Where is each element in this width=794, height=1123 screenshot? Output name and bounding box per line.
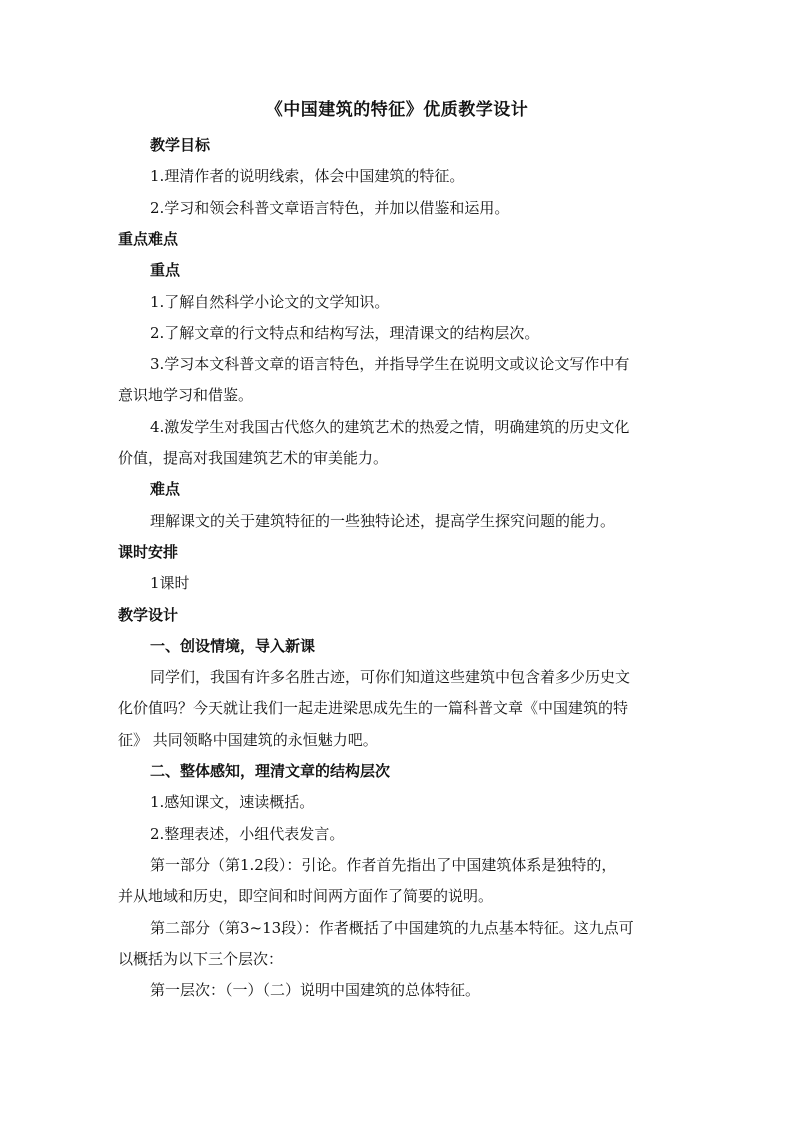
body-text-line: 1.了解自然科学小论文的文学知识。 — [150, 292, 390, 311]
body-text-line: 2.整理表述，小组代表发言。 — [150, 824, 345, 843]
body-text-line: 同学们，我国有许多名胜古迹，可你们知道这些建筑中包含着多少历史文 — [150, 668, 631, 687]
body-text-line: 征》 共同领略中国建筑的永恒魅力吧。 — [118, 730, 378, 749]
section-heading: 教学设计 — [118, 605, 179, 624]
body-text-line: 第二部分（第3~13段）：作者概括了中国建筑的九点基本特征。这九点可 — [150, 918, 634, 937]
body-text-line: 1.理清作者的说明线索，体会中国建筑的特征。 — [150, 167, 465, 186]
body-text-line: 并从地域和历史，即空间和时间两方面作了简要的说明。 — [118, 887, 494, 906]
body-text-line: 1.感知课文，速读概括。 — [150, 793, 315, 812]
body-text-line: 4.激发学生对我国古代悠久的建筑艺术的热爱之情，明确建筑的历史文化 — [150, 417, 630, 436]
document-title: 《中国建筑的特征》优质教学设计 — [265, 100, 529, 120]
body-text-line: 第一层次：（一）（二）说明中国建筑的总体特征。 — [150, 981, 481, 1000]
section-heading: 二、整体感知，理清文章的结构层次 — [150, 762, 391, 780]
section-heading: 课时安排 — [118, 542, 179, 561]
body-text-line: 3.学习本文科普文章的语言特色，并指导学生在说明文或议论文写作中有 — [150, 355, 630, 374]
body-text-line: 意识地学习和借鉴。 — [118, 386, 254, 405]
section-heading: 教学目标 — [150, 136, 211, 154]
section-heading: 一、创设情境，导入新课 — [150, 636, 316, 655]
body-text-line: 化价值吗？今天就让我们一起走进梁思成先生的一篇科普文章《中国建筑的特 — [118, 699, 629, 718]
body-text-line: 价值，提高对我国建筑艺术的审美能力。 — [118, 449, 389, 467]
section-heading: 难点 — [150, 480, 181, 499]
body-text-line: 第一部分（第1.2段）：引论。作者首先指出了中国建筑体系是独特的， — [150, 855, 617, 874]
body-text-line: 2.了解文章的行文特点和结构写法，理清课文的结构层次。 — [150, 323, 540, 342]
body-text-line: 以概括为以下三个层次： — [118, 949, 284, 968]
body-text-line: 2.学习和领会科普文章语言特色，并加以借鉴和运用。 — [150, 198, 510, 217]
section-heading: 重点难点 — [118, 229, 179, 248]
body-text-line: 1课时 — [150, 574, 190, 593]
section-heading: 重点 — [150, 261, 181, 280]
body-text-line: 理解课文的关于建筑特征的一些独特论述，提高学生探究问题的能力。 — [150, 511, 616, 530]
